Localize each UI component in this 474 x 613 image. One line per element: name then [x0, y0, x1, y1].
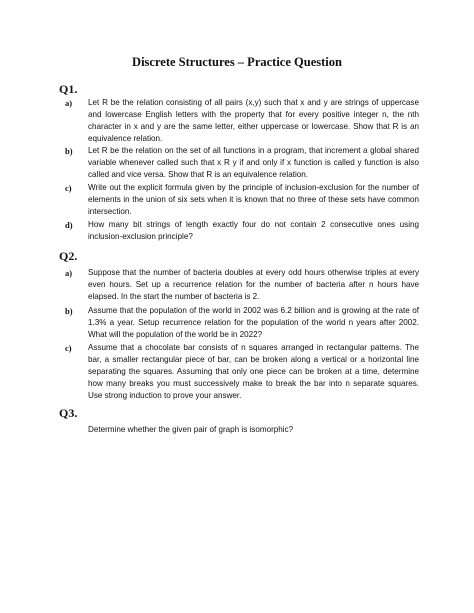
item-text: Let R be the relation consisting of all pairs (x,y) such that x and y are strings of uppercase and lowercase English letters with the property that for every positive integer n, the nth character in x and y are the same letter, either uppercase or lowercase. Show that R is an equivalence relation. [88, 98, 419, 143]
question-1-item-c [59, 182, 419, 218]
question-2-item-b [59, 305, 419, 341]
question-3-heading: Q3. [59, 406, 78, 420]
item-text: Let R be the relation on the set of all functions in a program, that increment a global shared variable whenever called such that x R y if and only if x function is called y function is also called and vice versa. Show that R is an equivalence relation. [88, 146, 419, 179]
item-label: b) [65, 146, 73, 156]
item-label: b) [65, 306, 73, 316]
item-text: Assume that a chocolate bar consists of n squares arranged in rectangular patterns. The bar, a smaller rectangular piece of bar, can be broken along a vertical or a horizontal line separating the squares. Assuming that only one piece can be broken at a time, determine how many breaks you must successively make to break the bar into n separate squares. Use strong induction to prove your answer. [88, 343, 419, 400]
question-1-heading: Q1. [59, 82, 78, 96]
question-2-item-c [59, 342, 419, 402]
question-1-item-a [59, 97, 419, 145]
question-3-text: Determine whether the given pair of graph is isomorphic? [88, 425, 294, 434]
question-1-item-d [59, 219, 419, 243]
item-label: a) [65, 268, 73, 278]
question-2-item-a [59, 267, 419, 303]
item-label: c) [65, 343, 72, 353]
item-text: Suppose that the number of bacteria doubles at every odd hours otherwise triples at every even hours. Set up a recurrence relation for the number of bacteria after n hours have elapsed. In the start the number of bacteria is 2. [88, 268, 419, 301]
question-1-item-b [59, 145, 419, 181]
item-label: d) [65, 220, 73, 230]
item-label: c) [65, 183, 72, 193]
item-label: a) [65, 98, 73, 108]
item-text: Assume that the population of the world in 2002 was 6.2 billion and is growing at the rate of 1.3% a year. Setup recurrence relation for the population of the world n years after 2002. What will the population of the world be in 2022? [88, 306, 419, 339]
item-text: Write out the explicit formula given by the principle of inclusion-exclusion for the number of elements in the union of six sets when it is known that no three of these sets have common intersection. [88, 183, 419, 216]
item-text: How many bit strings of length exactly four do not contain 2 consecutive ones using inclusion-exclusion principle? [88, 220, 419, 241]
page-title: Discrete Structures – Practice Question [132, 55, 342, 69]
question-2-heading: Q2. [59, 249, 78, 263]
